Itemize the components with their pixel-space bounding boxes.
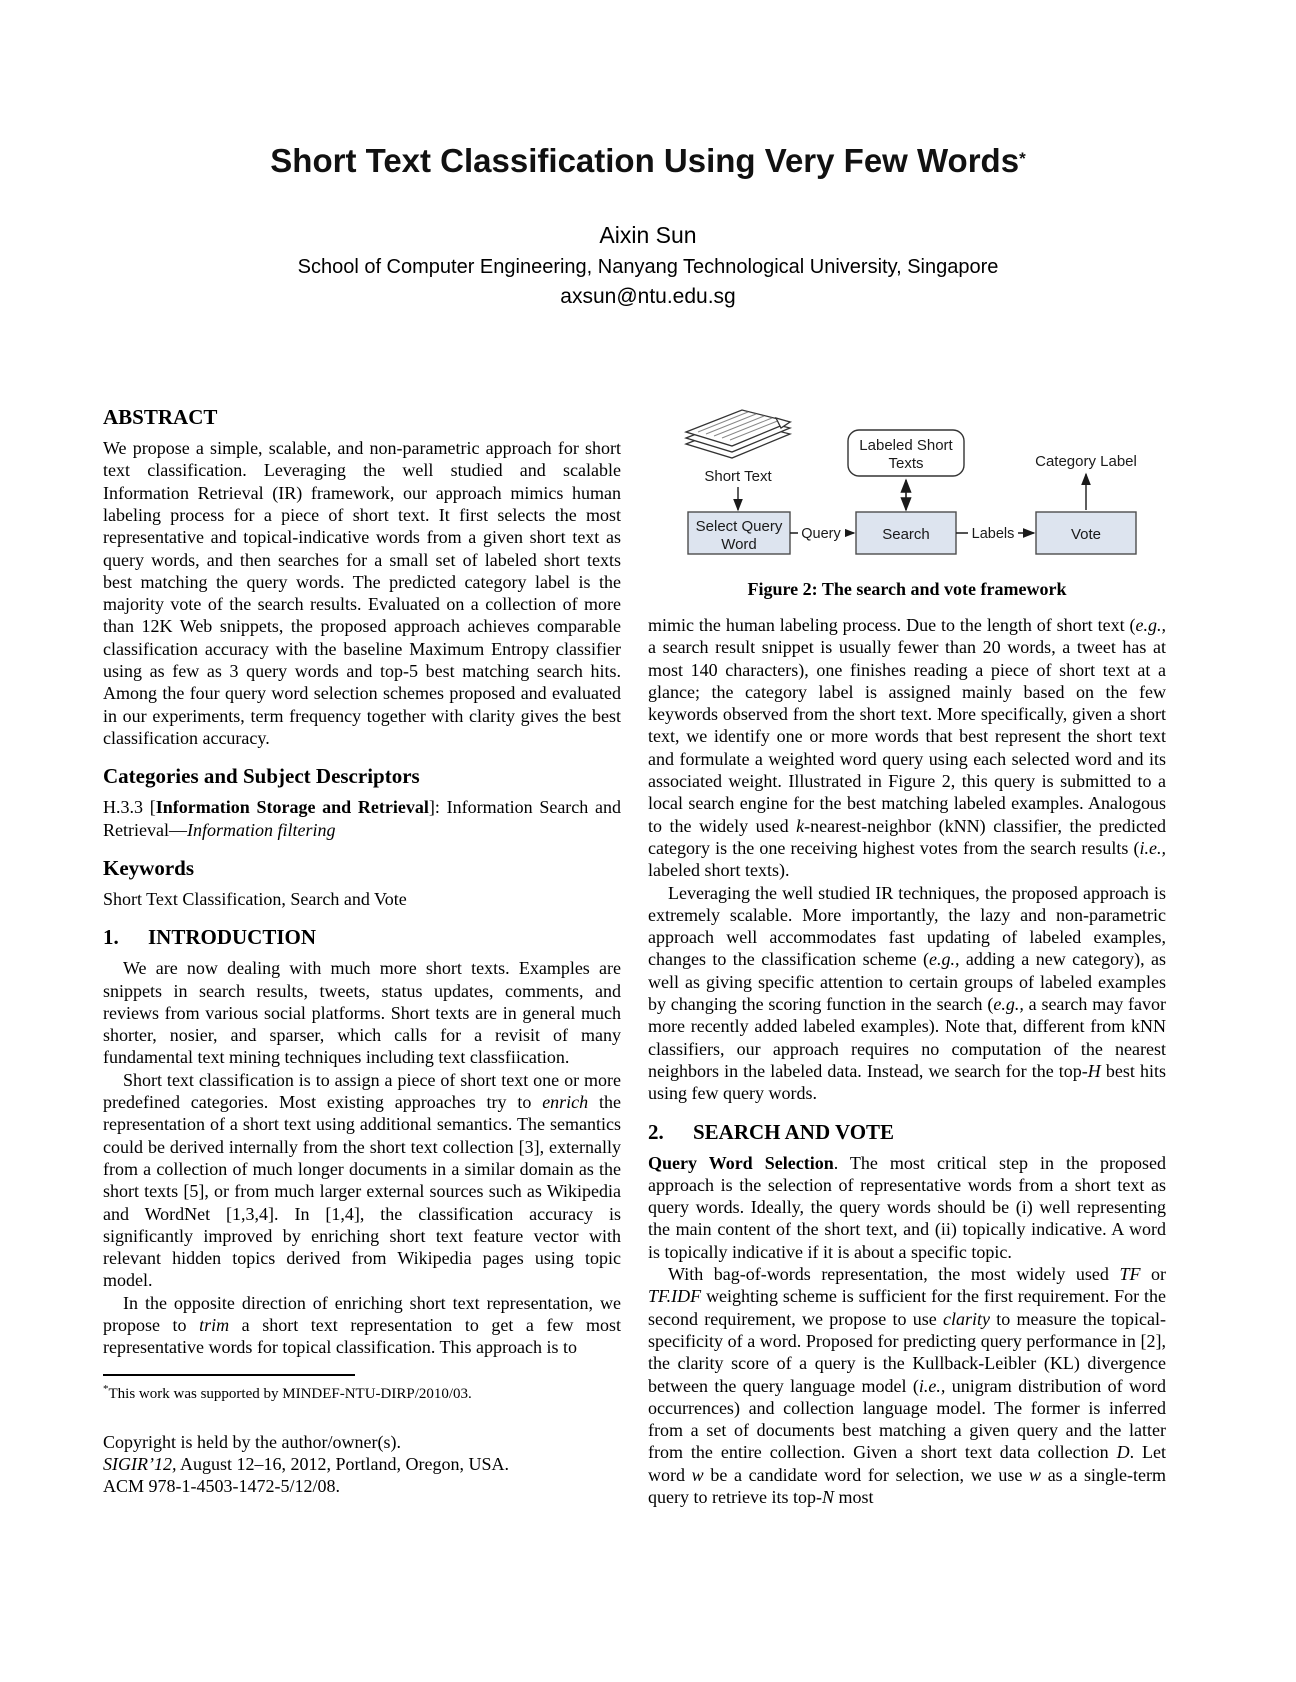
- section2-paragraph-1: Query Word Selection. The most critical step in the proposed approach is the selection of representative words from a short text as query words. Ideally, the query words should be (i) well representing the main content of the short text, and (ii) topically indicative. A word is topically indicative if it is about a specific topic.: [648, 1152, 1166, 1262]
- section-number: 2.: [648, 1119, 664, 1144]
- figure-2: [648, 404, 1166, 600]
- abstract-heading: ABSTRACT: [103, 405, 218, 429]
- title-footnote-mark: *: [1019, 149, 1026, 168]
- section-number: 1.: [103, 925, 119, 950]
- copyright-block: [103, 1431, 621, 1498]
- select-query-word-label-1: Select Query: [695, 518, 783, 535]
- section-title: SEARCH AND VOTE: [693, 1119, 895, 1144]
- author-email: axsun@ntu.edu.sg: [560, 285, 736, 309]
- section-title: INTRODUCTION: [148, 925, 317, 950]
- labeled-short-texts-label-1: Labeled Short: [859, 437, 953, 454]
- abstract-body: We propose a simple, scalable, and non-parametric approach for short text classification. Leveraging the well studied and scalable Information Retrieval (IR) framework, our approach mimics human labeling process for a piece of short text. It first selects the most representative and topical-indicative words from a given short text as query words, and then searches for a small set of labeled short texts best matching the query words. The predicted category label is the majority vote of the search results. Evaluated on a collection of more than 12K Web snippets, the proposed approach achieves comparable classification accuracy with the baseline Maximum Entropy classifier using as few as 3 query words and top-5 best matching search hits. Among the four query word selection schemes proposed and evaluated in our experiments, term frequency together with clarity gives the best classification accuracy.: [103, 438, 621, 748]
- section2-paragraph-2: With bag-of-words representation, the most widely used TF or TF.IDF weighting scheme is sufficient for the first requirement. For the second requirement, we propose to use clarity to measure the topical-specificity of a word. Proposed for predicting query performance in [2], the clarity score of a query is the Kullback-Leibler (KL) divergence between the query language model (i.e., unigram distribution of word occurrences) and collection language model. The former is inferred from a set of documents best matching a given query and the latter from the entire collection. Given a short text data collection D. Let word w be a candidate word for selection, we use w as a single-term query to retrieve its top-N most: [648, 1264, 1166, 1508]
- intro-paragraph-2: Short text classification is to assign a piece of short text one or more predefined categories. Most existing approaches try to enrich the representation of a short text using additional semantics. The semantics could be derived internally from the short text collection [3], externally from a collection of much longer documents in a similar domain as the short texts [5], or from much larger external sources such as Wikipedia and WordNet [1,3,4]. In [1,4], the classification accuracy is significantly improved by enriching short text feature vector with relevant hidden topics derived from Wikipedia pages using topic model.: [103, 1069, 621, 1291]
- footnote: [103, 1380, 621, 1404]
- copyright-line-1: Copyright is held by the author/owner(s).: [103, 1431, 401, 1452]
- author-name: Aixin Sun: [599, 222, 697, 248]
- paper-title: [0, 144, 1296, 177]
- paper-header: [0, 0, 1296, 308]
- vote-label: Vote: [1070, 526, 1102, 543]
- figure-2-diagram: [648, 404, 1166, 567]
- intro-paragraph-3: In the opposite direction of enriching short text representation, we propose to trim a short text representation to get a few most representative words for topical classification. This approach is to: [103, 1292, 622, 1358]
- keywords-heading: Keywords: [103, 855, 194, 880]
- right-column: [648, 400, 1166, 1508]
- footnote-marker: *: [103, 1382, 109, 1395]
- categories-body: H.3.3 [Information Storage and Retrieval]: Information Search and Retrieval—Information filtering: [103, 797, 622, 840]
- introduction-heading: [103, 926, 621, 948]
- keywords-body: Short Text Classification, Search and Vote: [103, 888, 407, 909]
- query-edge-label: Query: [801, 526, 841, 542]
- left-column: [103, 400, 621, 1508]
- footnote-rule: [103, 1374, 355, 1376]
- short-text-label: Short Text: [704, 468, 772, 485]
- labeled-short-texts-label-2: Texts: [888, 455, 924, 472]
- paper-title-text: Short Text Classification Using Very Few Words: [270, 142, 1020, 179]
- category-label-text: Category Label: [1035, 453, 1137, 470]
- footnote-text: This work was supported by MINDEF-NTU-DIRP/2010/03.: [108, 1385, 472, 1402]
- short-text-stack-icon: [686, 410, 790, 458]
- copyright-line-2: SIGIR’12, August 12–16, 2012, Portland, Oregon, USA.: [103, 1453, 509, 1474]
- body-paragraph-2: Leveraging the well studied IR techniques, the proposed approach is extremely scalable. More importantly, the lazy and non-parametric approach well accommodates fast updating of labeled examples, changes to the classification scheme (e.g., adding a new category), as well as giving specific attention to certain groups of labeled examples by changing the scoring function in the search (e.g., a search may favor more recently added labeled examples). Note that, different from kNN classifiers, our approach requires no computation of the nearest neighbors in the labeled data. Instead, we search for the top-H best hits using few query words.: [648, 882, 1166, 1104]
- body-paragraph-1: mimic the human labeling process. Due to the length of short text (e.g., a search result snippet is usually fewer than 20 words, a tweet has at most 140 characters), one finishes reading a piece of short text at a glance; the category label is assigned mainly based on the few keywords observed from the short text. More specifically, given a short text, we identify one or more words that best represent the short text and formulate a weighted word query using each selected word and its associated weight. Illustrated in Figure 2, this query is submitted to a local search engine for the best matching labeled examples. Analogous to the widely used k-nearest-neighbor (kNN) classifier, the predicted category is the one receiving highest votes from the search results (i.e., labeled short texts).: [648, 615, 1166, 881]
- copyright-line-3: ACM 978-1-4503-1472-5/12/08.: [103, 1476, 340, 1497]
- two-column-body: [103, 400, 1166, 1508]
- author-affiliation: School of Computer Engineering, Nanyang Technological University, Singapore: [297, 256, 999, 279]
- search-vote-diagram: [648, 404, 1166, 562]
- figure-2-caption: Figure 2: The search and vote framework: [747, 579, 1067, 599]
- categories-heading: Categories and Subject Descriptors: [103, 764, 420, 789]
- search-label: Search: [882, 526, 930, 543]
- intro-paragraph-1: We are now dealing with much more short texts. Examples are snippets in search results, tweets, status updates, comments, and reviews from various social platforms. Short texts are in general much shorter, nosier, and sparser, which calls for a revisit of many fundamental text mining techniques including text classfiication.: [103, 958, 621, 1068]
- labels-edge-label: Labels: [971, 526, 1015, 542]
- section2-heading: [648, 1121, 1166, 1143]
- select-query-word-label-2: Word: [721, 536, 757, 553]
